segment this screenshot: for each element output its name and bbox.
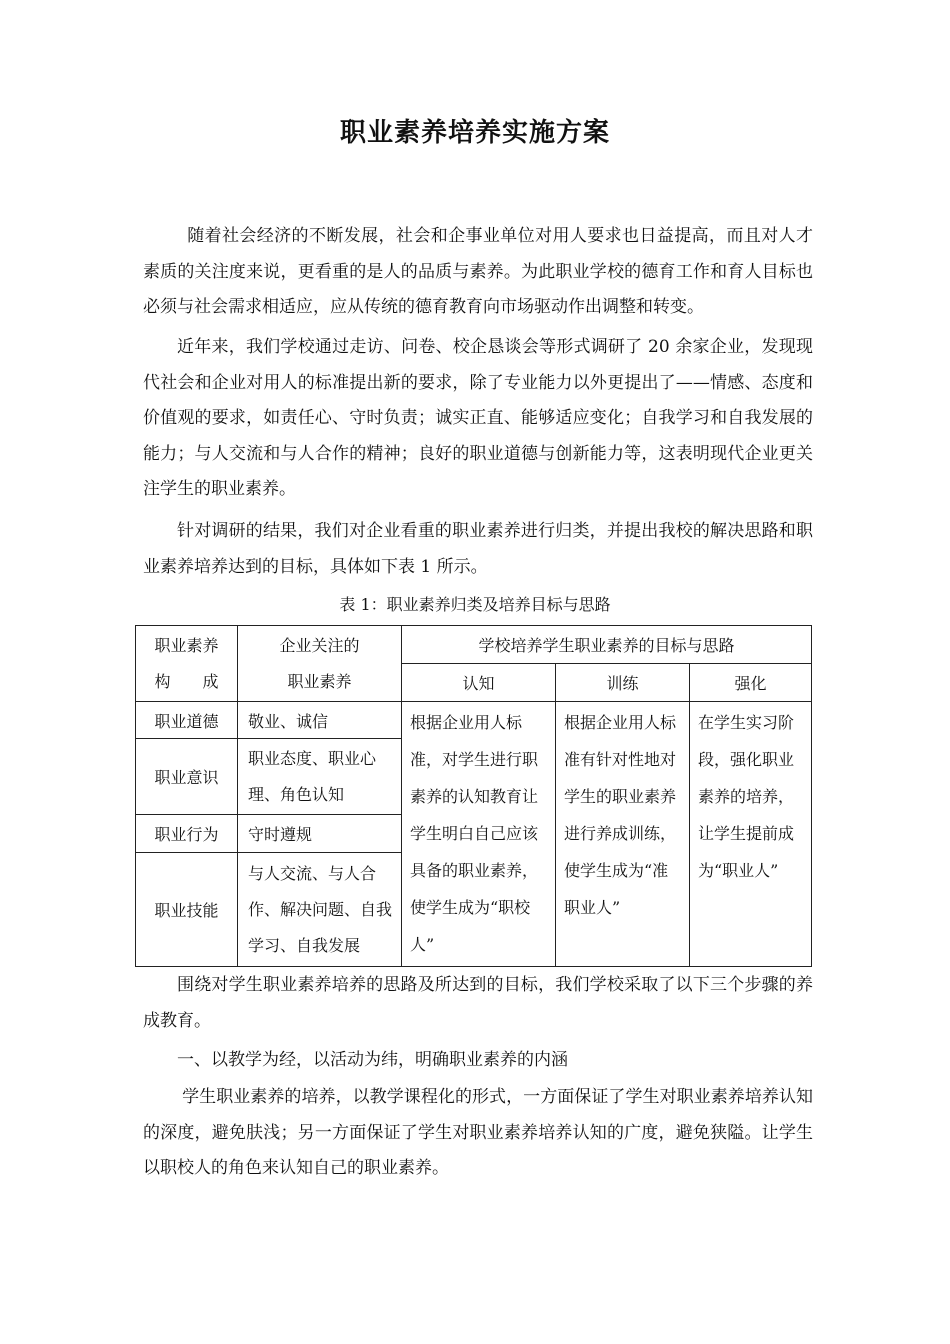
- header-training: 训练: [556, 664, 690, 702]
- reinforce-cell: 在学生实习阶段，强化职业素养的培养，让学生提前成为“职业人”: [690, 702, 812, 967]
- category-cell: 职业意识: [136, 739, 238, 815]
- paragraph-steps: 围绕对学生职业素养培养的思路及所达到的目标，我们学校采取了以下三个步骤的养成教育。: [143, 975, 813, 1031]
- concern-cell: 与人交流、与人合作、解决问题、自我学习、自我发展: [238, 853, 402, 967]
- paragraph-survey: 近年来，我们学校通过走访、问卷、校企恳谈会等形式调研了 20 余家企业，发现现代社会和企业对用人的标准提出新的要求，除了专业能力以外更提出了——情感、态度和价值观的要求，如责任心、守时负责；诚实正直、能够适应变化；自我学习和自我发展的能力；与人交流和与人合作的精神；良好的职业道德与创新能力等，这表明现代企业更关注学生的职业素养。: [143, 337, 813, 499]
- cognition-cell: 根据企业用人标准，对学生进行职素养的认知教育让学生明白自己应该具备的职业素养，使学生成为“职校人”: [402, 702, 556, 967]
- concern-cell: 职业态度、职业心理、角色认知: [238, 739, 402, 815]
- header-cognition: 认知: [402, 664, 556, 702]
- header-school-goals: 学校培养学生职业素养的目标与思路: [402, 626, 812, 664]
- paragraph-intro: 随着社会经济的不断发展，社会和企事业单位对用人要求也日益提高，而且对人才素质的关注度来说，更看重的是人的品质与素养。为此职业学校的德育工作和育人目标也必须与社会需求相适应，应从传统的德育教育向市场驱动作出调整和转变。: [143, 226, 813, 317]
- category-cell: 职业行为: [136, 815, 238, 853]
- header-enterprise-concern: 企业关注的 职业素养: [238, 626, 402, 702]
- training-cell: 根据企业用人标准有针对性地对学生的职业素养进行养成训练，使学生成为“准职业人”: [556, 702, 690, 967]
- table-caption: 表 1：职业素养归类及培养目标与思路: [339, 595, 611, 614]
- header-composition: 职业素养 构 成: [136, 626, 238, 702]
- concern-cell: 敬业、诚信: [238, 702, 402, 739]
- document-title: 职业素养培养实施方案: [339, 118, 610, 148]
- literacy-table: [135, 625, 812, 967]
- table-header-row: [136, 626, 812, 664]
- concern-cell: 守时遵规: [238, 815, 402, 853]
- header-reinforce: 强化: [690, 664, 812, 702]
- paragraph-classification: 针对调研的结果，我们对企业看重的职业素养进行归类，并提出我校的解决思路和职业素养培养达到的目标，具体如下表 1 所示。: [143, 521, 813, 577]
- category-cell: 职业技能: [136, 853, 238, 967]
- table-row: [136, 702, 812, 739]
- paragraph-teaching: 学生职业素养的培养，以教学课程化的形式，一方面保证了学生对职业素养培养认知的深度，避免肤浅；另一方面保证了学生对职业素养培养认知的广度，避免狭隘。让学生以职校人的角色来认知自己的职业素养。: [143, 1087, 813, 1178]
- section-heading-one: 一、以教学为经，以活动为纬，明确职业素养的内涵: [177, 1050, 568, 1070]
- category-cell: 职业道德: [136, 702, 238, 739]
